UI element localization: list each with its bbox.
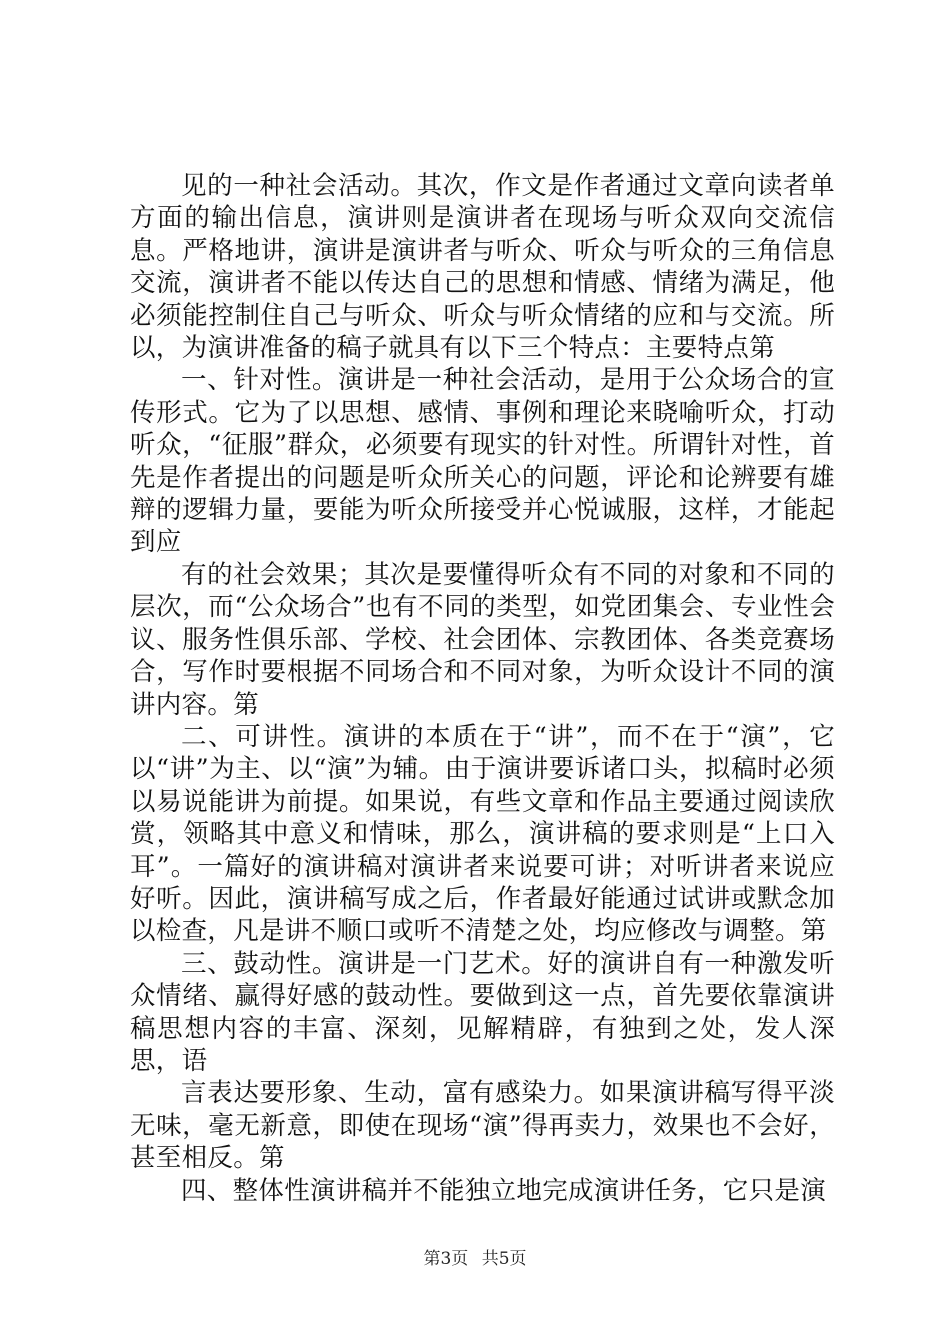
paragraph: 三、鼓动性。演讲是一门艺术。好的演讲自有一种激发听众情绪、赢得好感的鼓动性。要做到这一点，首先要依靠演讲稿思想内容的丰富、深刻，见解精辟，有独到之处，发人深思，语 [130,948,835,1076]
paragraph: 四、整体性演讲稿并不能独立地完成演讲任务，它只是演 [181,1175,827,1206]
paragraph: 有的社会效果；其次是要懂得听众有不同的对象和不同的层次，而“公众场合”也有不同的类型，如党团集会、专业性会议、服务性俱乐部、学校、社会团体、宗教团体、各类竞赛场合，写作时要根据不同场合和不同对象，为听众设计不同的演讲内容。第 [130,559,835,720]
page-footer [0,1244,950,1269]
document-body [130,170,835,1207]
page-number: 第3页 [423,1249,469,1269]
paragraph: 见的一种社会活动。其次，作文是作者通过文章向读者单方面的输出信息，演讲则是演讲者在现场与听众双向交流信息。严格地讲，演讲是演讲者与听众、听众与听众的三角信息交流，演讲者不能以传达自己的思想和情感、情绪为满足，他必须能控制住自己与听众、听众与听众情绪的应和与交流。所以，为演讲准备的稿子就具有以下三个特点：主要特点第 [130,171,835,364]
paragraph: 二、可讲性。演讲的本质在于“讲”，而不在于“演”，它以“讲”为主、以“演”为辅。由于演讲要诉诸口头，拟稿时必须以易说能讲为前提。如果说，有些文章和作品主要通过阅读欣赏，领略其中意义和情味，那么，演讲稿的要求则是“上口入耳”。一篇好的演讲稿对演讲者来说要可讲；对听讲者来说应好听。因此，演讲稿写成之后，作者最好能通过试讲或默念加以检查，凡是讲不顺口或听不清楚之处，均应修改与调整。第 [130,721,835,947]
paragraph: 言表达要形象、生动，富有感染力。如果演讲稿写得平淡无味，毫无新意，即使在现场“演”得再卖力，效果也不会好，甚至相反。第 [130,1078,835,1174]
page-total: 共5页 [481,1249,527,1269]
paragraph: 一、针对性。演讲是一种社会活动，是用于公众场合的宣传形式。它为了以思想、感情、事例和理论来晓喻听众，打动听众，“征服”群众，必须要有现实的针对性。所谓针对性，首先是作者提出的问题是听众所关心的问题，评论和论辨要有雄辩的逻辑力量，要能为听众所接受并心悦诚服，这样，才能起到应 [130,365,835,558]
